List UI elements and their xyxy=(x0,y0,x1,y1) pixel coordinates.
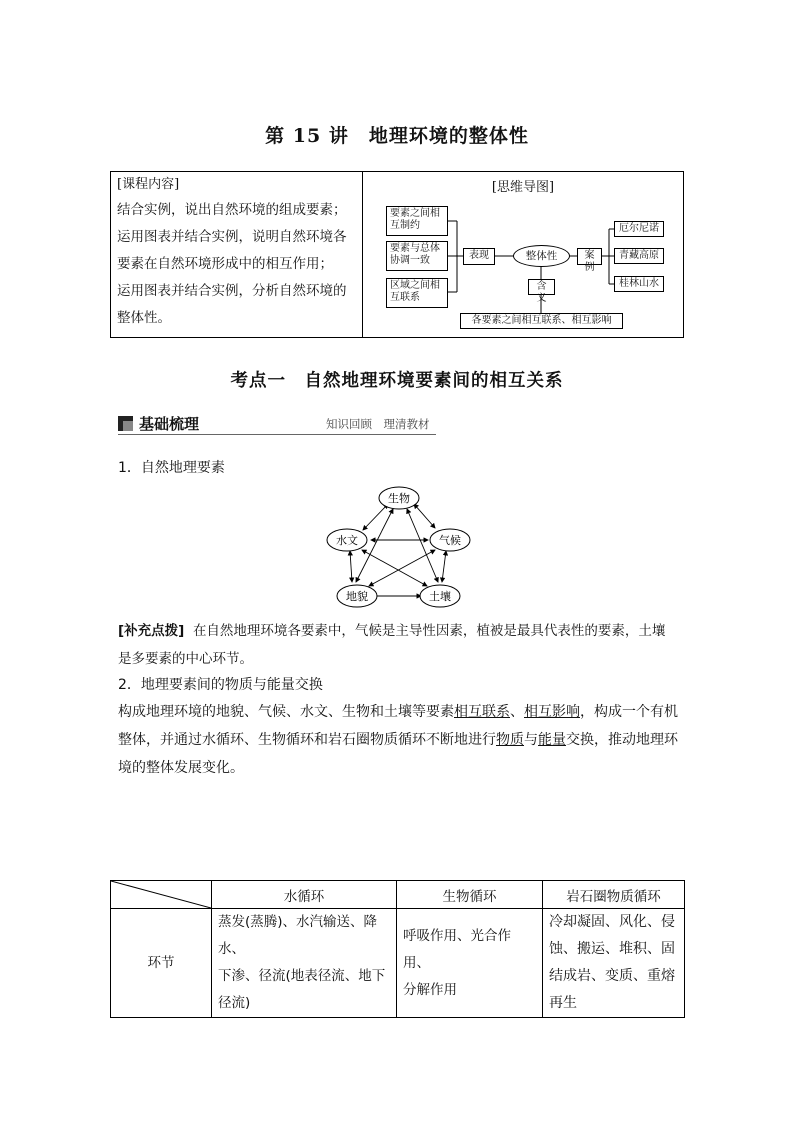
tip-label: [补充点拨] xyxy=(118,623,185,639)
mindmap-text: 要素之间相 xyxy=(390,208,440,219)
tip-block xyxy=(118,617,684,673)
cell-line: 蒸发(蒸腾)、水汽输送、降水、 xyxy=(218,914,378,957)
cell-line: 结成岩、变质、重熔 xyxy=(549,968,675,984)
table-cell-rock xyxy=(543,909,685,1018)
cell-line: 蚀、搬运、堆积、固 xyxy=(549,941,675,957)
course-line: 运用图表并结合实例，分析自然环境的 xyxy=(117,283,347,299)
para-text: 交换，推动地理环 xyxy=(566,732,678,748)
mind-map xyxy=(363,172,683,337)
table-header: 水循环 xyxy=(212,881,397,909)
course-line: 要素在自然环境形成中的相互作用； xyxy=(117,256,333,272)
mindmap-text: 区域之间相 xyxy=(390,280,440,291)
para-text: 整体，并通过水循环、生物循环和岩石圈物质循环不断地进行 xyxy=(118,732,496,748)
mindmap-case-guilin: 桂林山水 xyxy=(614,276,664,292)
para-underline: 相互影响 xyxy=(524,704,580,720)
node-landform: 地貌 xyxy=(346,590,368,603)
mindmap-biaoxian: 表现 xyxy=(463,248,495,265)
item2-heading: 2．地理要素间的物质与能量交换 xyxy=(118,677,323,693)
node-soil: 土壤 xyxy=(429,590,451,603)
course-content xyxy=(111,172,363,337)
para-line-3: 境的整体发展变化。 xyxy=(118,760,244,776)
diagonal-line xyxy=(111,881,211,908)
para-line-2 xyxy=(118,726,688,754)
mindmap-text: 协调一致 xyxy=(390,255,430,266)
mindmap-case-tibet: 青藏高原 xyxy=(614,248,664,264)
tip-text: 在自然地理环境各要素中，气候是主导性因素，植被是最具代表性的要素，土壤 xyxy=(192,623,666,639)
node-hydrology: 水文 xyxy=(336,534,358,547)
course-line: 运用图表并结合实例，说明自然环境各 xyxy=(117,229,347,245)
table-header: 生物循环 xyxy=(397,881,543,909)
overview-table xyxy=(110,171,684,338)
band-sub: 知识回顾 理清教材 xyxy=(326,417,430,431)
cell-line: 呼吸作用、光合作用、 xyxy=(403,927,511,971)
para-text: ，构成一个有机 xyxy=(580,704,678,720)
table-header-row xyxy=(111,881,685,909)
elements-diagram xyxy=(320,482,480,610)
item1-heading: 1．自然地理要素 xyxy=(118,460,225,476)
table-header: 岩石圈物质循环 xyxy=(543,881,685,909)
section-band xyxy=(118,413,436,437)
para-underline: 相互联系 xyxy=(454,704,510,720)
page-title: 第 15 讲 地理环境的整体性 xyxy=(265,125,529,147)
band-label: 基础梳理 xyxy=(139,415,200,433)
section-title: 考点一 自然地理环境要素间的相互关系 xyxy=(230,371,564,391)
tip-line-2: 是多要素的中心环节。 xyxy=(118,651,253,667)
node-biology: 生物 xyxy=(388,492,410,505)
cell-line: 下渗、径流(地表径流、地下 xyxy=(218,968,386,984)
band-square-accent-icon xyxy=(123,421,133,431)
table-corner-cell xyxy=(111,881,212,909)
para-text: 、 xyxy=(510,704,524,720)
cell-line: 再生 xyxy=(549,995,577,1011)
mindmap-text: 互制约 xyxy=(390,220,420,231)
table-row-label: 环节 xyxy=(111,909,212,1018)
mindmap-meaning: 各要素之间相互联系、相互影响 xyxy=(460,313,623,329)
mindmap-case-elnino: 厄尔尼诺 xyxy=(614,221,664,237)
table-cell-water xyxy=(212,909,397,1018)
para-text: 与 xyxy=(524,732,538,748)
para-underline: 物质 xyxy=(496,732,524,748)
mindmap-box-restrict xyxy=(386,206,448,236)
tip-line xyxy=(118,617,684,645)
table-row xyxy=(111,909,685,1018)
cell-line: 分解作用 xyxy=(403,981,457,998)
course-header: [课程内容] xyxy=(117,177,180,192)
para-line-1 xyxy=(118,698,688,726)
cycle-table xyxy=(110,880,685,1018)
table-cell-bio xyxy=(397,909,543,1018)
course-body xyxy=(117,197,356,332)
cell-line: 冷却凝固、风化、侵 xyxy=(549,914,675,930)
mindmap-text: 互联系 xyxy=(390,292,420,303)
para-text: 构成地理环境的地貌、气候、水文、生物和土壤等要素 xyxy=(118,704,454,720)
paragraph xyxy=(118,698,688,782)
para-underline: 能量 xyxy=(538,732,566,748)
mindmap-text: 要素与总体 xyxy=(390,243,440,254)
band-rule xyxy=(118,434,436,435)
mindmap-header: [思维导图] xyxy=(491,180,555,195)
mindmap-center: 整体性 xyxy=(513,245,570,267)
mindmap-box-coordinate xyxy=(386,241,448,271)
mindmap-hanyi: 含义 xyxy=(528,279,555,295)
mindmap-anli: 案例 xyxy=(577,248,602,265)
cell-line: 径流) xyxy=(218,995,251,1011)
course-line: 整体性。 xyxy=(117,310,171,326)
node-climate: 气候 xyxy=(439,534,461,547)
course-line: 结合实例，说出自然环境的组成要素； xyxy=(117,202,347,218)
mindmap-box-regional xyxy=(386,278,448,308)
